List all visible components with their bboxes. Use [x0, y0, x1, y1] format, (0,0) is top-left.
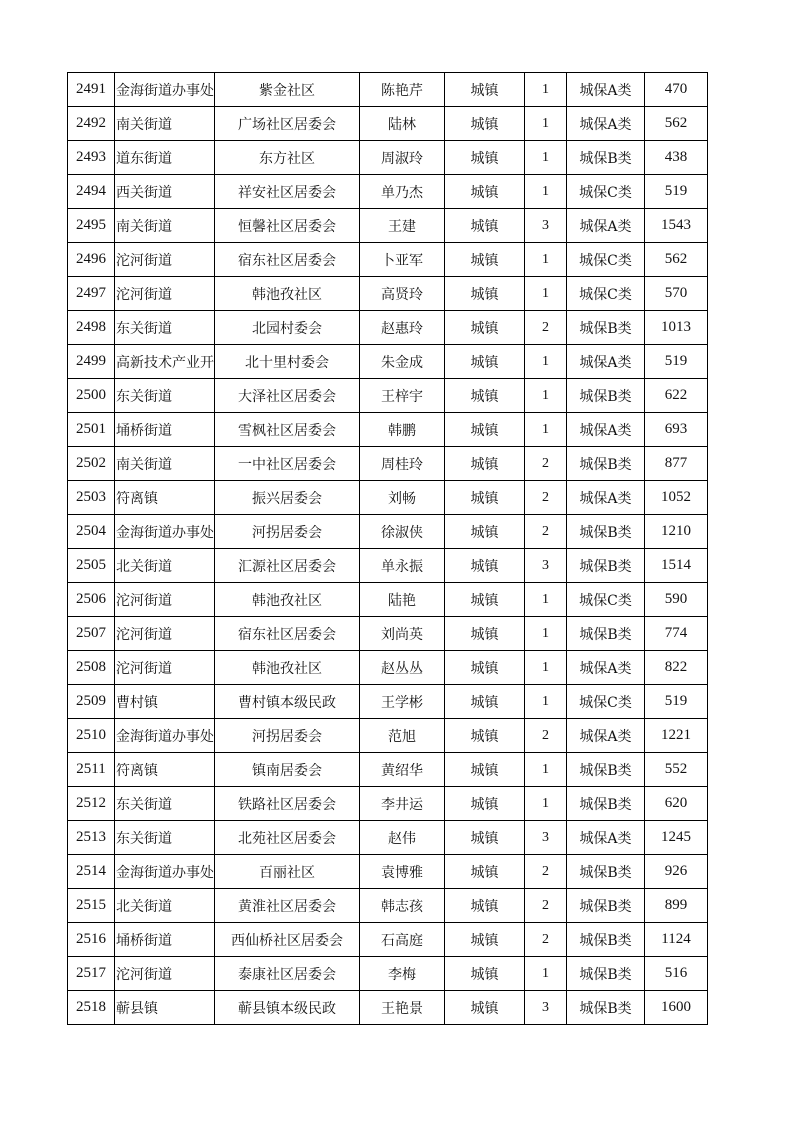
relief-recipient-table: [67, 72, 708, 1025]
member-count-cell: 2: [525, 719, 567, 753]
table-row: [68, 141, 708, 175]
recipient-name-cell: 周桂玲: [360, 447, 445, 481]
recipient-name-cell: 韩志孩: [360, 889, 445, 923]
member-count-cell: 1: [525, 583, 567, 617]
recipient-name-cell: 陆林: [360, 107, 445, 141]
row-number-cell: 2497: [68, 277, 115, 311]
amount-cell: 1052: [645, 481, 708, 515]
community-cell: 宿东社区居委会: [215, 243, 360, 277]
amount-cell: 562: [645, 243, 708, 277]
household-type-cell: 城镇: [445, 549, 525, 583]
member-count-cell: 2: [525, 515, 567, 549]
household-type-cell: 城镇: [445, 515, 525, 549]
recipient-name-cell: 刘尚英: [360, 617, 445, 651]
row-number-cell: 2494: [68, 175, 115, 209]
street-office-cell: 东关街道: [115, 821, 215, 855]
member-count-cell: 1: [525, 617, 567, 651]
member-count-cell: 3: [525, 821, 567, 855]
amount-cell: 470: [645, 73, 708, 107]
category-cell: 城保A类: [567, 481, 645, 515]
household-type-cell: 城镇: [445, 311, 525, 345]
community-cell: 蕲县镇本级民政: [215, 991, 360, 1025]
member-count-cell: 1: [525, 141, 567, 175]
household-type-cell: 城镇: [445, 481, 525, 515]
recipient-name-cell: 袁博雅: [360, 855, 445, 889]
amount-cell: 519: [645, 175, 708, 209]
community-cell: 河拐居委会: [215, 515, 360, 549]
row-number-cell: 2496: [68, 243, 115, 277]
category-cell: 城保A类: [567, 651, 645, 685]
community-cell: 北园村委会: [215, 311, 360, 345]
member-count-cell: 2: [525, 447, 567, 481]
table-row: [68, 209, 708, 243]
amount-cell: 590: [645, 583, 708, 617]
category-cell: 城保B类: [567, 617, 645, 651]
category-cell: 城保C类: [567, 243, 645, 277]
community-cell: 北十里村委会: [215, 345, 360, 379]
street-office-cell: 沱河街道: [115, 617, 215, 651]
row-number-cell: 2505: [68, 549, 115, 583]
category-cell: 城保B类: [567, 141, 645, 175]
household-type-cell: 城镇: [445, 719, 525, 753]
amount-cell: 774: [645, 617, 708, 651]
table-row: [68, 957, 708, 991]
row-number-cell: 2502: [68, 447, 115, 481]
amount-cell: 562: [645, 107, 708, 141]
category-cell: 城保B类: [567, 753, 645, 787]
community-cell: 宿东社区居委会: [215, 617, 360, 651]
table-row: [68, 277, 708, 311]
recipient-name-cell: 李梅: [360, 957, 445, 991]
street-office-cell: 金海街道办事处: [115, 73, 215, 107]
street-office-cell: 道东街道: [115, 141, 215, 175]
member-count-cell: 1: [525, 277, 567, 311]
recipient-name-cell: 高贤玲: [360, 277, 445, 311]
recipient-name-cell: 卜亚军: [360, 243, 445, 277]
table-row: [68, 991, 708, 1025]
row-number-cell: 2510: [68, 719, 115, 753]
category-cell: 城保A类: [567, 107, 645, 141]
category-cell: 城保B类: [567, 855, 645, 889]
member-count-cell: 1: [525, 243, 567, 277]
row-number-cell: 2503: [68, 481, 115, 515]
category-cell: 城保B类: [567, 889, 645, 923]
household-type-cell: 城镇: [445, 175, 525, 209]
household-type-cell: 城镇: [445, 107, 525, 141]
amount-cell: 1543: [645, 209, 708, 243]
street-office-cell: 符离镇: [115, 481, 215, 515]
member-count-cell: 3: [525, 549, 567, 583]
amount-cell: 693: [645, 413, 708, 447]
street-office-cell: 沱河街道: [115, 957, 215, 991]
row-number-cell: 2498: [68, 311, 115, 345]
street-office-cell: 南关街道: [115, 107, 215, 141]
amount-cell: 570: [645, 277, 708, 311]
recipient-name-cell: 赵伟: [360, 821, 445, 855]
category-cell: 城保A类: [567, 73, 645, 107]
amount-cell: 1210: [645, 515, 708, 549]
table-row: [68, 617, 708, 651]
community-cell: 广场社区居委会: [215, 107, 360, 141]
member-count-cell: 2: [525, 889, 567, 923]
recipient-name-cell: 单乃杰: [360, 175, 445, 209]
street-office-cell: 南关街道: [115, 209, 215, 243]
street-office-cell: 东关街道: [115, 379, 215, 413]
household-type-cell: 城镇: [445, 141, 525, 175]
recipient-name-cell: 陆艳: [360, 583, 445, 617]
member-count-cell: 1: [525, 787, 567, 821]
table-row: [68, 447, 708, 481]
member-count-cell: 1: [525, 651, 567, 685]
amount-cell: 1245: [645, 821, 708, 855]
recipient-name-cell: 黄绍华: [360, 753, 445, 787]
household-type-cell: 城镇: [445, 345, 525, 379]
street-office-cell: 沱河街道: [115, 651, 215, 685]
street-office-cell: 符离镇: [115, 753, 215, 787]
member-count-cell: 2: [525, 311, 567, 345]
recipient-name-cell: 石高庭: [360, 923, 445, 957]
recipient-name-cell: 徐淑侠: [360, 515, 445, 549]
community-cell: 西仙桥社区居委会: [215, 923, 360, 957]
community-cell: 韩池孜社区: [215, 583, 360, 617]
community-cell: 镇南居委会: [215, 753, 360, 787]
household-type-cell: 城镇: [445, 583, 525, 617]
household-type-cell: 城镇: [445, 413, 525, 447]
street-office-cell: 曹村镇: [115, 685, 215, 719]
community-cell: 泰康社区居委会: [215, 957, 360, 991]
street-office-cell: 北关街道: [115, 549, 215, 583]
category-cell: 城保A类: [567, 413, 645, 447]
street-office-cell: 埇桥街道: [115, 923, 215, 957]
recipient-name-cell: 王学彬: [360, 685, 445, 719]
row-number-cell: 2499: [68, 345, 115, 379]
street-office-cell: 北关街道: [115, 889, 215, 923]
category-cell: 城保C类: [567, 685, 645, 719]
community-cell: 祥安社区居委会: [215, 175, 360, 209]
recipient-name-cell: 韩鹏: [360, 413, 445, 447]
member-count-cell: 1: [525, 73, 567, 107]
category-cell: 城保C类: [567, 277, 645, 311]
recipient-name-cell: 王梓宇: [360, 379, 445, 413]
row-number-cell: 2492: [68, 107, 115, 141]
amount-cell: 1124: [645, 923, 708, 957]
recipient-name-cell: 王建: [360, 209, 445, 243]
table-row: [68, 379, 708, 413]
household-type-cell: 城镇: [445, 277, 525, 311]
row-number-cell: 2504: [68, 515, 115, 549]
amount-cell: 552: [645, 753, 708, 787]
amount-cell: 1600: [645, 991, 708, 1025]
street-office-cell: 西关街道: [115, 175, 215, 209]
table-row: [68, 583, 708, 617]
table-row: [68, 243, 708, 277]
community-cell: 韩池孜社区: [215, 651, 360, 685]
row-number-cell: 2512: [68, 787, 115, 821]
member-count-cell: 1: [525, 685, 567, 719]
household-type-cell: 城镇: [445, 685, 525, 719]
amount-cell: 899: [645, 889, 708, 923]
community-cell: 东方社区: [215, 141, 360, 175]
member-count-cell: 1: [525, 753, 567, 787]
amount-cell: 438: [645, 141, 708, 175]
recipient-name-cell: 赵丛丛: [360, 651, 445, 685]
household-type-cell: 城镇: [445, 957, 525, 991]
household-type-cell: 城镇: [445, 617, 525, 651]
community-cell: 振兴居委会: [215, 481, 360, 515]
amount-cell: 1221: [645, 719, 708, 753]
recipient-name-cell: 单永振: [360, 549, 445, 583]
household-type-cell: 城镇: [445, 209, 525, 243]
recipient-name-cell: 朱金成: [360, 345, 445, 379]
category-cell: 城保C类: [567, 175, 645, 209]
category-cell: 城保A类: [567, 209, 645, 243]
amount-cell: 516: [645, 957, 708, 991]
member-count-cell: 1: [525, 345, 567, 379]
category-cell: 城保B类: [567, 991, 645, 1025]
category-cell: 城保C类: [567, 583, 645, 617]
table-row: [68, 719, 708, 753]
community-cell: 大泽社区居委会: [215, 379, 360, 413]
street-office-cell: 沱河街道: [115, 277, 215, 311]
street-office-cell: 金海街道办事处: [115, 719, 215, 753]
amount-cell: 519: [645, 685, 708, 719]
row-number-cell: 2501: [68, 413, 115, 447]
row-number-cell: 2509: [68, 685, 115, 719]
category-cell: 城保B类: [567, 311, 645, 345]
table-row: [68, 889, 708, 923]
row-number-cell: 2506: [68, 583, 115, 617]
category-cell: 城保B类: [567, 447, 645, 481]
row-number-cell: 2500: [68, 379, 115, 413]
household-type-cell: 城镇: [445, 243, 525, 277]
household-type-cell: 城镇: [445, 753, 525, 787]
member-count-cell: 1: [525, 175, 567, 209]
row-number-cell: 2493: [68, 141, 115, 175]
household-type-cell: 城镇: [445, 855, 525, 889]
community-cell: 韩池孜社区: [215, 277, 360, 311]
community-cell: 百丽社区: [215, 855, 360, 889]
table-row: [68, 549, 708, 583]
member-count-cell: 1: [525, 379, 567, 413]
category-cell: 城保A类: [567, 345, 645, 379]
table-row: [68, 73, 708, 107]
community-cell: 铁路社区居委会: [215, 787, 360, 821]
table-row: [68, 107, 708, 141]
household-type-cell: 城镇: [445, 923, 525, 957]
category-cell: 城保B类: [567, 549, 645, 583]
street-office-cell: 金海街道办事处: [115, 515, 215, 549]
member-count-cell: 2: [525, 923, 567, 957]
table-row: [68, 651, 708, 685]
table-row: [68, 753, 708, 787]
row-number-cell: 2507: [68, 617, 115, 651]
amount-cell: 1514: [645, 549, 708, 583]
street-office-cell: 金海街道办事处: [115, 855, 215, 889]
community-cell: 河拐居委会: [215, 719, 360, 753]
table-row: [68, 175, 708, 209]
recipient-name-cell: 陈艳芹: [360, 73, 445, 107]
row-number-cell: 2518: [68, 991, 115, 1025]
member-count-cell: 3: [525, 209, 567, 243]
street-office-cell: 东关街道: [115, 311, 215, 345]
street-office-cell: 东关街道: [115, 787, 215, 821]
amount-cell: 620: [645, 787, 708, 821]
table-row: [68, 311, 708, 345]
table-row: [68, 481, 708, 515]
category-cell: 城保B类: [567, 957, 645, 991]
household-type-cell: 城镇: [445, 889, 525, 923]
row-number-cell: 2491: [68, 73, 115, 107]
recipient-name-cell: 周淑玲: [360, 141, 445, 175]
row-number-cell: 2517: [68, 957, 115, 991]
street-office-cell: 埇桥街道: [115, 413, 215, 447]
recipient-name-cell: 王艳景: [360, 991, 445, 1025]
recipient-name-cell: 李井运: [360, 787, 445, 821]
household-type-cell: 城镇: [445, 651, 525, 685]
member-count-cell: 1: [525, 413, 567, 447]
street-office-cell: 沱河街道: [115, 583, 215, 617]
amount-cell: 822: [645, 651, 708, 685]
community-cell: 汇源社区居委会: [215, 549, 360, 583]
amount-cell: 877: [645, 447, 708, 481]
household-type-cell: 城镇: [445, 991, 525, 1025]
amount-cell: 926: [645, 855, 708, 889]
table-row: [68, 821, 708, 855]
member-count-cell: 1: [525, 107, 567, 141]
category-cell: 城保A类: [567, 821, 645, 855]
amount-cell: 1013: [645, 311, 708, 345]
member-count-cell: 3: [525, 991, 567, 1025]
household-type-cell: 城镇: [445, 447, 525, 481]
community-cell: 北苑社区居委会: [215, 821, 360, 855]
category-cell: 城保A类: [567, 719, 645, 753]
row-number-cell: 2514: [68, 855, 115, 889]
street-office-cell: 沱河街道: [115, 243, 215, 277]
household-type-cell: 城镇: [445, 821, 525, 855]
street-office-cell: 蕲县镇: [115, 991, 215, 1025]
row-number-cell: 2508: [68, 651, 115, 685]
table-row: [68, 923, 708, 957]
recipient-name-cell: 赵惠玲: [360, 311, 445, 345]
amount-cell: 519: [645, 345, 708, 379]
community-cell: 紫金社区: [215, 73, 360, 107]
community-cell: 黄淮社区居委会: [215, 889, 360, 923]
recipient-name-cell: 范旭: [360, 719, 445, 753]
table-row: [68, 787, 708, 821]
row-number-cell: 2495: [68, 209, 115, 243]
amount-cell: 622: [645, 379, 708, 413]
table-row: [68, 413, 708, 447]
member-count-cell: 1: [525, 957, 567, 991]
table-row: [68, 515, 708, 549]
household-type-cell: 城镇: [445, 379, 525, 413]
community-cell: 雪枫社区居委会: [215, 413, 360, 447]
table-body: [68, 73, 708, 1025]
category-cell: 城保B类: [567, 787, 645, 821]
category-cell: 城保B类: [567, 923, 645, 957]
category-cell: 城保B类: [567, 515, 645, 549]
table-row: [68, 855, 708, 889]
recipient-name-cell: 刘畅: [360, 481, 445, 515]
community-cell: 恒馨社区居委会: [215, 209, 360, 243]
street-office-cell: 高新技术产业开: [115, 345, 215, 379]
community-cell: 曹村镇本级民政: [215, 685, 360, 719]
row-number-cell: 2513: [68, 821, 115, 855]
row-number-cell: 2515: [68, 889, 115, 923]
member-count-cell: 2: [525, 481, 567, 515]
street-office-cell: 南关街道: [115, 447, 215, 481]
category-cell: 城保B类: [567, 379, 645, 413]
row-number-cell: 2511: [68, 753, 115, 787]
member-count-cell: 2: [525, 855, 567, 889]
community-cell: 一中社区居委会: [215, 447, 360, 481]
table-row: [68, 345, 708, 379]
household-type-cell: 城镇: [445, 73, 525, 107]
row-number-cell: 2516: [68, 923, 115, 957]
household-type-cell: 城镇: [445, 787, 525, 821]
table-row: [68, 685, 708, 719]
